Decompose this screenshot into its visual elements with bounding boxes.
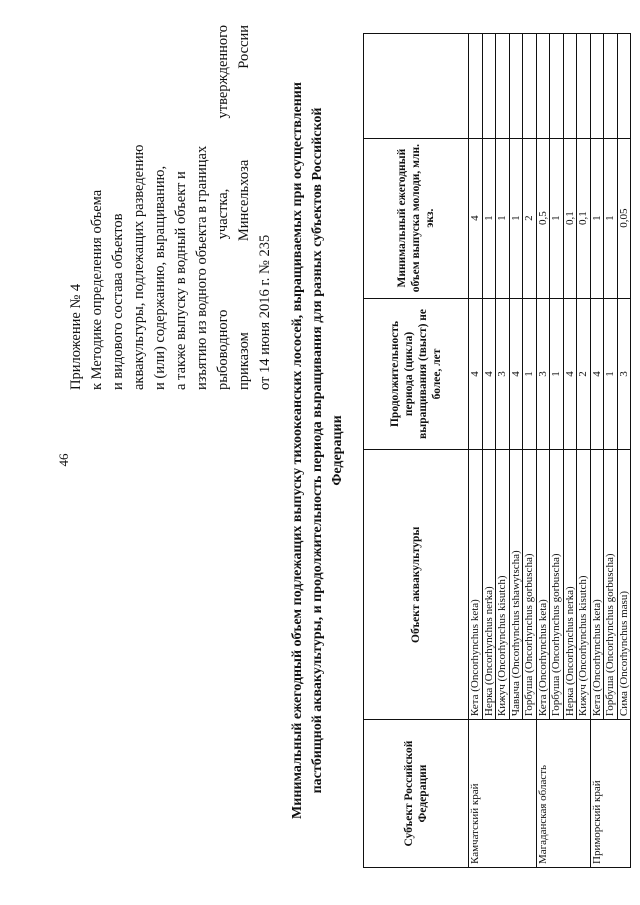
table-header-row: [364, 34, 469, 868]
appendix-line: Приложение № 4: [68, 283, 84, 390]
table-row: [590, 34, 604, 868]
period-cell: 1: [604, 298, 618, 450]
header-empty: [364, 34, 469, 139]
object-cell: Кижуч (Oncorhynchus kisutch): [577, 450, 591, 720]
title-line: Минимальный ежегодный объем подлежащих выпуску тихоокеанских лососей, выращиваемых при осуществлении: [290, 82, 305, 819]
period-cell: 4: [563, 298, 577, 450]
region-cell: Магаданская область: [536, 720, 590, 868]
empty-cell: [523, 34, 537, 139]
object-cell: Кета (Oncorhynchus keta): [590, 450, 604, 720]
volume-cell: 1: [496, 138, 510, 298]
object-cell: Кета (Oncorhynchus keta): [536, 450, 550, 720]
volume-cell: 0,1: [563, 138, 577, 298]
volume-cell: 0,1: [577, 138, 591, 298]
volume-cell: 1: [482, 138, 496, 298]
appendix-line: от 14 июня 2016 г. № 235: [257, 234, 273, 390]
title-line: пастбищной аквакультуры, и продолжительность периода выращивания для разных субъектов Российской: [310, 107, 325, 794]
object-cell: Чавыча (Oncorhynchus tshawytscha): [509, 450, 523, 720]
volume-cell: 1: [509, 138, 523, 298]
empty-cell: [469, 34, 483, 139]
appendix-line-justified: [213, 25, 234, 390]
object-cell: Кижуч (Oncorhynchus kisutch): [496, 450, 510, 720]
appendix-line: изъятию из водного объекта в границах: [194, 145, 210, 390]
table-row: [536, 34, 550, 868]
period-cell: 4: [509, 298, 523, 450]
period-cell: 1: [523, 298, 537, 450]
object-cell: Сима (Oncorhynchus masu): [617, 450, 631, 720]
appendix-line-justified: [234, 25, 255, 390]
appendix-line: и (или) содержанию, выращиванию,: [152, 165, 168, 390]
table-row: [469, 34, 483, 868]
document-title: [288, 18, 348, 883]
volume-cell: 0,05: [617, 138, 631, 298]
period-cell: 4: [469, 298, 483, 450]
empty-cell: [496, 34, 510, 139]
appendix-line: аквакультуры, подлежащих разведению: [131, 144, 147, 390]
volume-cell: 0,5: [536, 138, 550, 298]
object-cell: Горбуша (Oncorhynchus gorbuscha): [523, 450, 537, 720]
header-volume: Минимальный ежегодный объем выпуска молоди, млн. экз.: [364, 138, 469, 298]
empty-cell: [577, 34, 591, 139]
appendix-word: участка,: [215, 188, 231, 240]
appendix-line: а также выпуску в водный объект и: [173, 171, 189, 390]
empty-cell: [590, 34, 604, 139]
empty-cell: [482, 34, 496, 139]
object-cell: Горбуша (Oncorhynchus gorbuscha): [550, 450, 564, 720]
volume-cell: 2: [523, 138, 537, 298]
header-object: Объект аквакультуры: [364, 450, 469, 720]
period-cell: 2: [577, 298, 591, 450]
title-line: Федерации: [330, 415, 345, 486]
period-cell: 4: [482, 298, 496, 450]
period-cell: 4: [590, 298, 604, 450]
object-cell: Нерка (Oncorhynchus nerka): [563, 450, 577, 720]
object-cell: Кета (Oncorhynchus keta): [469, 450, 483, 720]
appendix-word: России: [236, 25, 252, 69]
header-region: Субъект Российской Федерации: [364, 720, 469, 868]
appendix-word: Минсельхоза: [236, 159, 252, 242]
period-cell: 3: [496, 298, 510, 450]
salmon-release-table: [363, 33, 631, 868]
period-cell: 3: [617, 298, 631, 450]
empty-cell: [550, 34, 564, 139]
table-body: [469, 34, 631, 868]
appendix-block: [66, 25, 276, 390]
empty-cell: [536, 34, 550, 139]
appendix-word: приказом: [236, 332, 252, 390]
appendix-word: рыбоводного: [215, 309, 231, 390]
period-cell: 3: [536, 298, 550, 450]
empty-cell: [617, 34, 631, 139]
page-number: 46: [56, 453, 71, 467]
volume-cell: 4: [469, 138, 483, 298]
object-cell: Горбуша (Oncorhynchus gorbuscha): [604, 450, 618, 720]
appendix-line: к Методике определения объема: [89, 189, 105, 390]
volume-cell: 1: [604, 138, 618, 298]
appendix-line: и видового состава объектов: [110, 213, 126, 390]
empty-cell: [563, 34, 577, 139]
appendix-word: утвержденного: [215, 25, 231, 119]
empty-cell: [509, 34, 523, 139]
volume-cell: 1: [590, 138, 604, 298]
header-period: Продолжительность периода (цикла) выращивания (tвыст) не более, лет: [364, 298, 469, 450]
region-cell: Камчатский край: [469, 720, 537, 868]
period-cell: 1: [550, 298, 564, 450]
empty-cell: [604, 34, 618, 139]
object-cell: Нерка (Oncorhynchus nerka): [482, 450, 496, 720]
volume-cell: 1: [550, 138, 564, 298]
region-cell: Приморский край: [590, 720, 631, 868]
